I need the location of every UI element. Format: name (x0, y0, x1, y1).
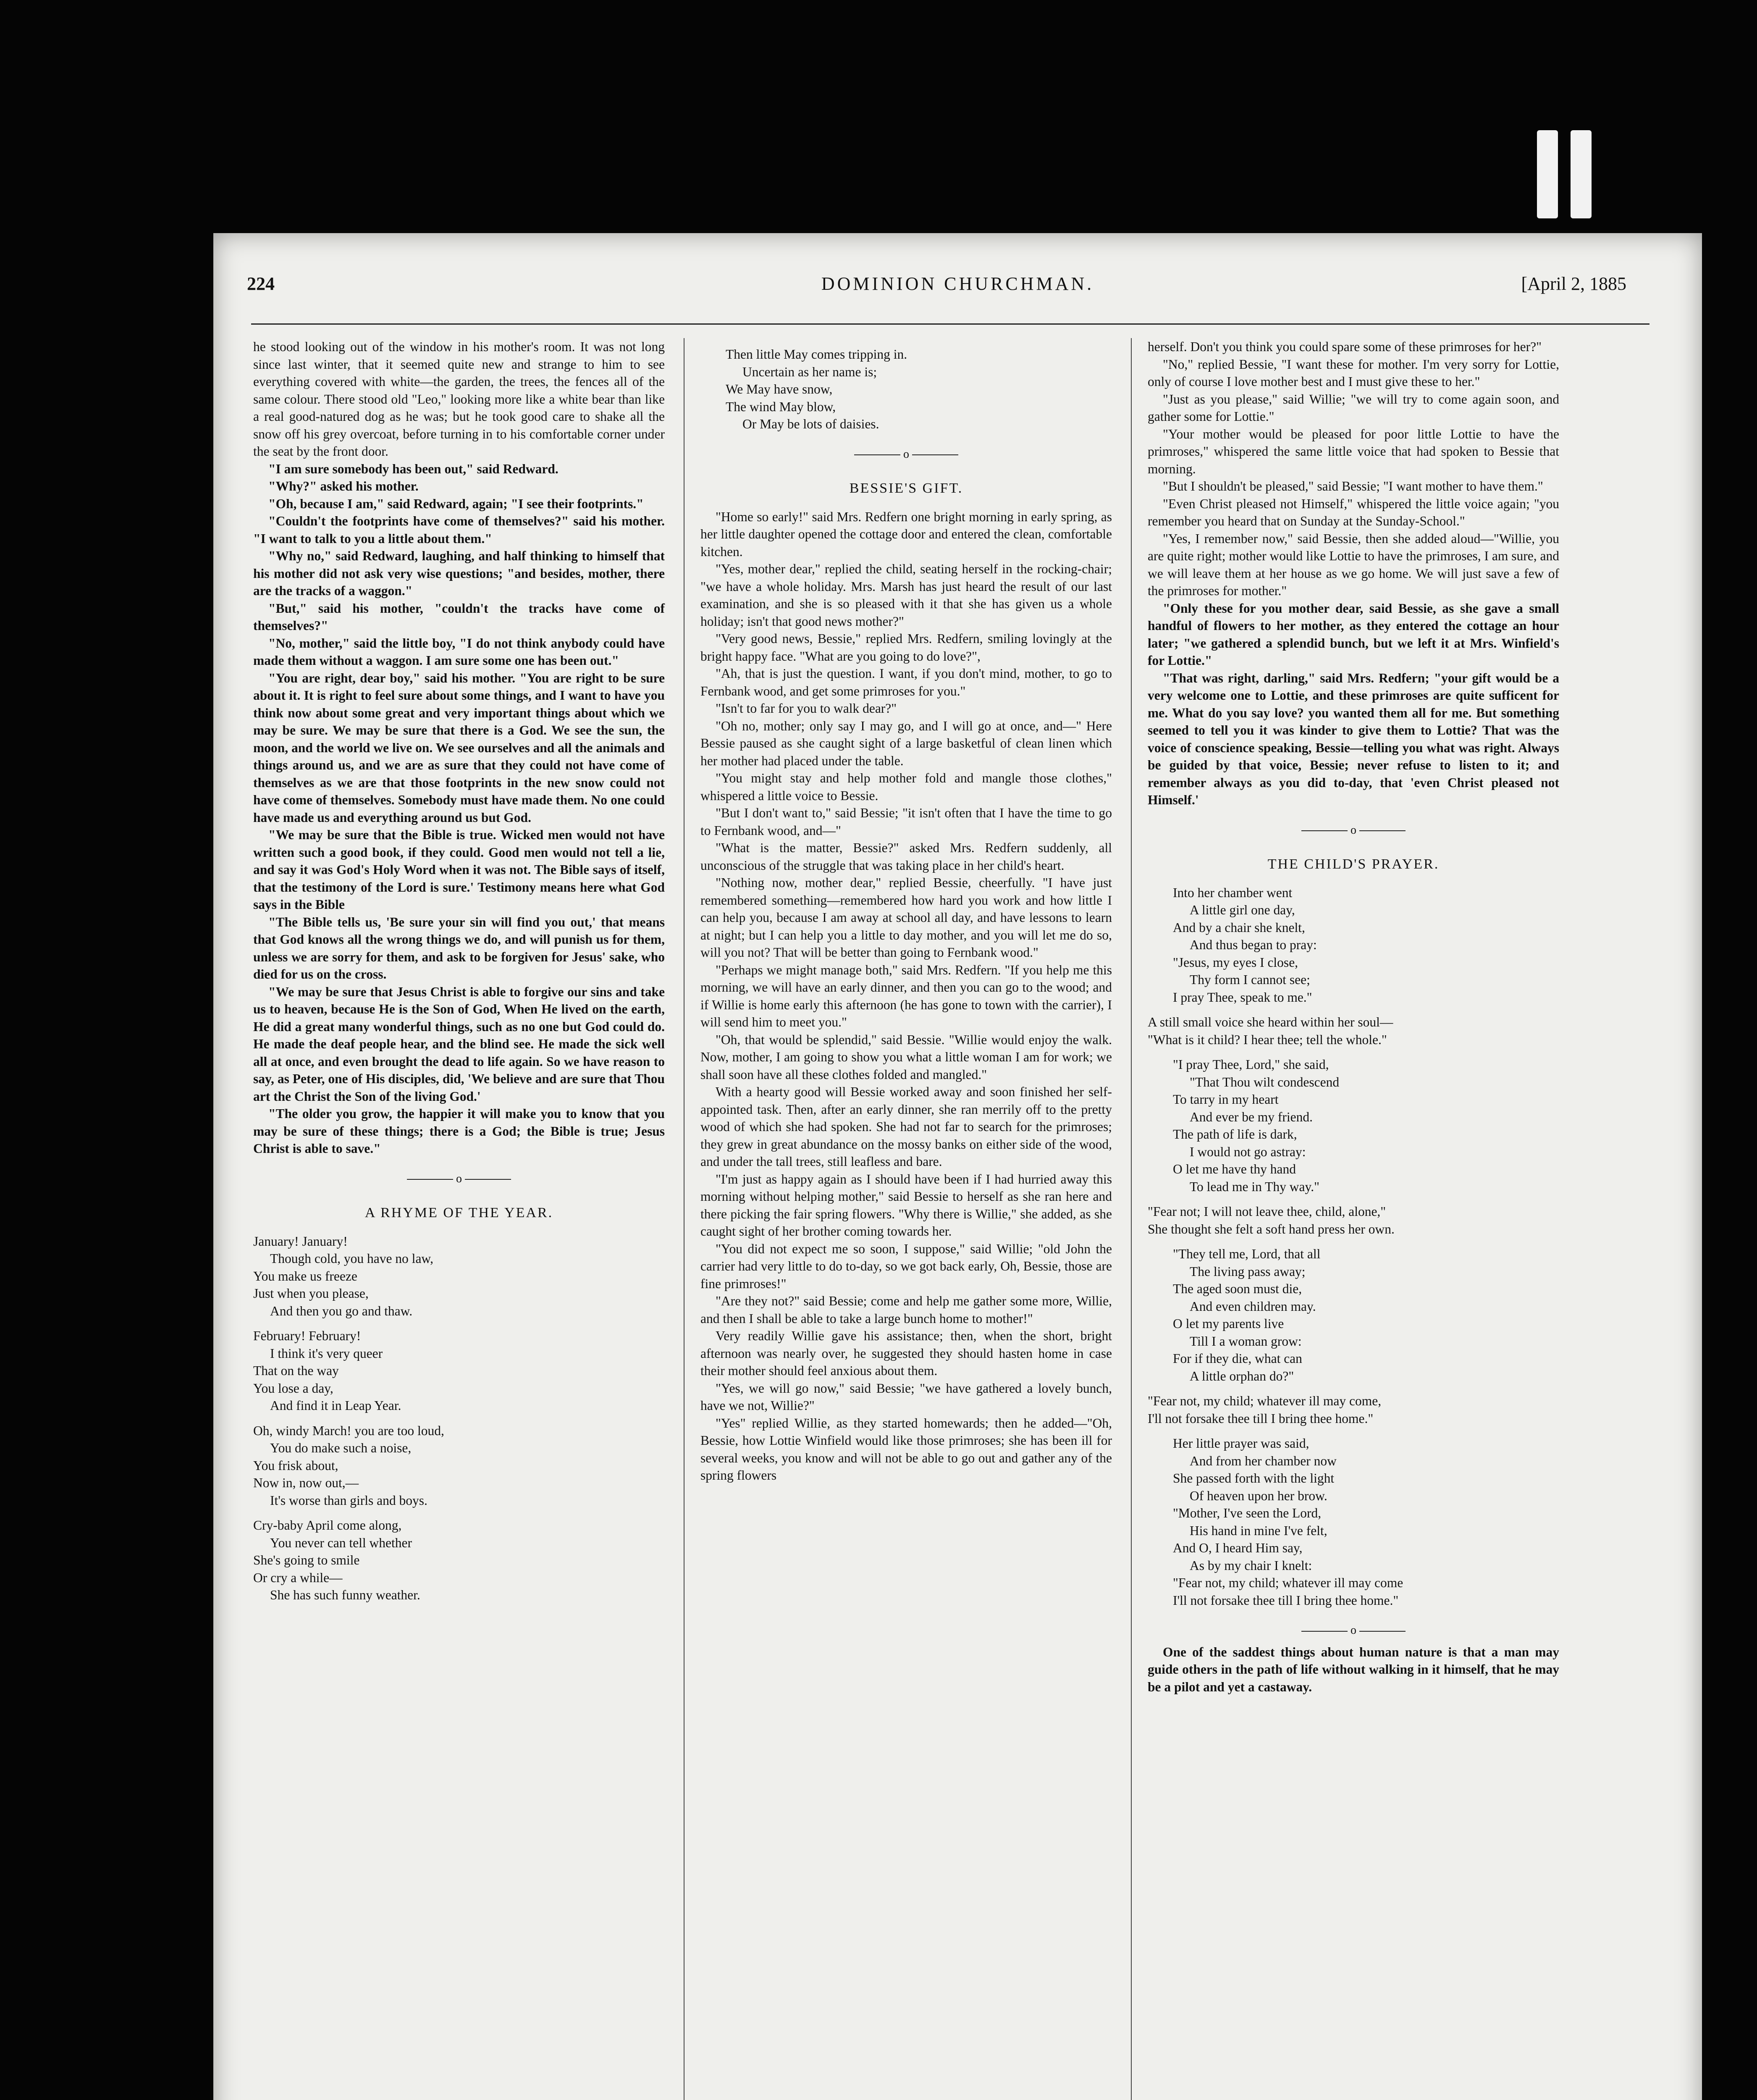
verse-line: Now in, now out,— (253, 1475, 359, 1490)
paragraph: "The Bible tells us, 'Be sure your sin will find you out,' that means that God knows all the wrong things we do, and will punish us for them, unless we are sorry for them, and ask to be forgiven for Jesus' sake, who died for us on the cross. (253, 914, 665, 982)
paragraph: "We may be sure that Jesus Christ is able to forgive our sins and take us to heaven, because He is the Son of God, When He lived on the earth, He did a great many wonderful things, such as no one but God could do. He made the deaf people hear, and the blind see. He made the sick well all at once, and even brought the dead to life again. So we have reason to say, as Peter, one of His disciples, did, 'We believe and are sure that Thou art the Christ the Son of the living God.' (253, 984, 665, 1104)
rhyme-stanza (253, 1327, 665, 1415)
verse-line: Then little May comes tripping in. (726, 347, 907, 362)
paragraph: "But I shouldn't be pleased," said Bessie; "I want mother to have them." (1163, 479, 1543, 494)
paragraph: "Perhaps we might manage both," said Mrs. Redfern. "If you help me this morning, we will have an early dinner, and then you can go to the wood; and if Willie is home early this afternoon (he has gone to town with the carrier), I will send him to meet you." (700, 962, 1112, 1029)
verse-line: "Fear not; I will not leave thee, child, alone," (1148, 1204, 1386, 1219)
prayer-stanza (1148, 1245, 1559, 1385)
verse-line: His hand in mine I've felt, (1190, 1523, 1327, 1538)
verse-line: The aged soon must die, (1173, 1281, 1302, 1296)
verse-line: And find it in Leap Year. (270, 1398, 401, 1413)
column-2 (700, 338, 1112, 1484)
verse-line: I would not go astray: (1190, 1144, 1306, 1159)
verse-line: O let my parents live (1173, 1316, 1284, 1331)
verse-line: Uncertain as her name is; (742, 364, 877, 379)
prayer-stanza (1148, 884, 1559, 1006)
verse-line: Oh, windy March! you are too loud, (253, 1423, 444, 1438)
verse-line: She thought she felt a soft hand press her own. (1148, 1221, 1395, 1236)
closing-paragraph: One of the saddest things about human nature is that a man may guide others in the path of life without walking in it himself, that he may be a pilot and yet a castaway. (1148, 1644, 1559, 1694)
paragraph: "That was right, darling," said Mrs. Redfern; "your gift would be a very welcome one to Lottie, and these primroses are quite sufficent for me. What do you say love? you wanted them all for me. But something seemed to tell you it was kinder to give them to Lottie? That was the voice of conscience speaking, Bessie—telling you what was right. Always be guided by that voice, Bessie; never refuse to listen to it; and remember always as you did to-day, that 'even Christ pleased not Himself.' (1148, 670, 1559, 807)
separator: o (1148, 1622, 1559, 1639)
verse-line: "They tell me, Lord, that all (1173, 1247, 1321, 1261)
header-rule (251, 323, 1649, 325)
prayer-stanza (1148, 1056, 1559, 1195)
verse-line: February! February! (253, 1328, 361, 1343)
paragraph: "Ah, that is just the question. I want, if you don't mind, mother, to go to Fernbank wood, and get some primroses for you." (700, 666, 1112, 698)
paragraph: "But," said his mother, "couldn't the tracks have come of themselves?" (253, 601, 665, 633)
paragraph: "The older you grow, the happier it will make you to know that you may be sure of these things; there is a God; the Bible is true; Jesus Christ is able to save." (253, 1106, 665, 1156)
paragraph: "Nothing now, mother dear," replied Bessie, cheerfully. "I have just remembered something—remembered how hard you work and how little I can help you, because I am away at school all day, and have lessons to learn at night; but I can help you a little to day mother, and you will let me do so, will you not? That will be better than going to Fernbank wood." (700, 875, 1112, 960)
prayer-title: THE CHILD'S PRAYER. (1267, 856, 1440, 872)
verse-line: I pray Thee, speak to me." (1173, 990, 1312, 1005)
prayer-stanza (1148, 1435, 1559, 1609)
verse-line: "Jesus, my eyes I close, (1173, 955, 1298, 970)
issue-date: [April 2, 1885 (1521, 273, 1626, 294)
paragraph: "I am sure somebody has been out," said Redward. (268, 461, 559, 476)
verse-line: And O, I heard Him say, (1173, 1541, 1303, 1555)
prayer-couplet (1148, 1013, 1559, 1048)
verse-line: "Fear not, my child; whatever ill may come (1173, 1575, 1403, 1590)
verse-line: A still small voice she heard within her soul— (1148, 1015, 1393, 1029)
verse-line: A little orphan do?" (1190, 1368, 1294, 1383)
separator: o (700, 446, 1112, 463)
column-3 (1148, 338, 1559, 1696)
paragraph: "Yes, I remember now," said Bessie, then she added aloud—"Willie, you are quite right; mother would like Lottie to have the primroses, I am sure, and we will leave them at her house as we go home. We will just save a few of the primroses for mother." (1148, 531, 1559, 598)
verse-line: It's worse than girls and boys. (270, 1493, 427, 1508)
paragraph: "Why no," said Redward, laughing, and half thinking to himself that his mother did not ask very wise questions; "and besides, mother, there are the tracks of a waggon." (253, 549, 665, 598)
rhyme-title: A RHYME OF THE YEAR. (365, 1205, 553, 1221)
verse-line: The living pass away; (1190, 1264, 1306, 1279)
rhyme-stanza (253, 1422, 665, 1509)
verse-line: We May have snow, (726, 382, 833, 396)
film-frame-mark-top-left (1537, 130, 1558, 218)
paragraph: "Very good news, Bessie," replied Mrs. Redfern, smiling lovingly at the bright happy face. "What are you going to do love?", (700, 631, 1112, 664)
verse-line: You make us freeze (253, 1268, 357, 1284)
verse-line: Of heaven upon her brow. (1190, 1488, 1327, 1503)
paragraph: "Why?" asked his mother. (268, 479, 419, 494)
verse-line: Cry-baby April come along, (253, 1518, 402, 1533)
verse-line: And then you go and thaw. (270, 1303, 413, 1318)
paragraph: "But I don't want to," said Bessie; "it isn't often that I have the time to go to Fernbank wood, and—" (700, 806, 1112, 838)
paragraph: "We may be sure that the Bible is true. Wicked men would not have written such a good book, if they could. Good men would not tell a lie, and say it was God's Holy Word when it was not. The Bible says of itself, that the testimony of the Lord is sure.' Testimony means here what God says in the Bible (253, 827, 665, 912)
verse-line: O let me have thy hand (1173, 1162, 1296, 1176)
paragraph: "Only these for you mother dear, said Bessie, as she gave a small handful of flowers to her mother, as they entered the cottage an hour later; "we gathered a splendid bunch, but we left it at Mrs. Winfield's for Lottie." (1148, 601, 1559, 668)
paragraph: "No," replied Bessie, "I want these for mother. I'm very sorry for Lottie, only of course I love mother best and I must give these to her." (1148, 357, 1559, 389)
paragraph: "Oh, because I am," said Redward, again; "I see their footprints." (268, 496, 644, 511)
verse-line: You frisk about, (253, 1458, 338, 1473)
paragraph: "You did not expect me so soon, I suppose," said Willie; "old John the carrier had very little to do to-day, so we got back early, Oh, Bessie, those are fine primroses!" (700, 1241, 1112, 1291)
paragraph: "Home so early!" said Mrs. Redfern one bright morning in early spring, as her little daughter opened the cottage door and entered the clean, comfortable kitchen. (700, 509, 1112, 559)
verse-line: And even children may. (1190, 1299, 1316, 1314)
column-1 (253, 338, 665, 1612)
verse-line: "Fear not, my child; whatever ill may come, (1148, 1394, 1382, 1408)
verse-line: The wind May blow, (726, 399, 836, 414)
col1-paragraphs (253, 338, 665, 1158)
verse-line: You never can tell whether (270, 1535, 412, 1550)
verse-line: Till I a woman grow: (1190, 1334, 1302, 1349)
verse-line: Or May be lots of daisies. (742, 417, 879, 431)
verse-line: Her little prayer was said, (1173, 1436, 1309, 1451)
paragraph: "Yes, mother dear," replied the child, seating herself in the rocking-chair; "we have a whole holiday. Mrs. Marsh has just heard the result of our last examination, and she is so pleased with it that she has given us a whole holiday; isn't that good news mother?" (700, 562, 1112, 629)
paragraph: "No, mother," said the little boy, "I do not think anybody could have made them without a waggon. I am sure some one has been out." (253, 635, 665, 668)
separator: o (1148, 822, 1559, 839)
verse-line: Though cold, you have no law, (270, 1251, 433, 1266)
rhyme-stanza (253, 1233, 665, 1320)
paragraph: "You might stay and help mother fold and mangle those clothes," whispered a little voice to Bessie. (700, 771, 1112, 803)
story-title: BESSIE'S GIFT. (849, 480, 963, 496)
verse-line: I think it's very queer (270, 1346, 383, 1361)
verse-line: And from her chamber now (1190, 1453, 1337, 1468)
verse-line: To lead me in Thy way." (1190, 1179, 1319, 1194)
newspaper-page (213, 233, 1702, 2100)
paragraph: herself. Don't you think you could spare some of these primroses for her?" (1148, 339, 1542, 354)
verse-line: You lose a day, (253, 1381, 333, 1396)
verse-line: I'll not forsake thee till I bring thee home." (1148, 1411, 1374, 1426)
film-frame-mark-top-right (1571, 130, 1592, 218)
journal-title: DOMINION CHURCHMAN. (821, 273, 1094, 294)
verse-line: She's going to smile (253, 1553, 360, 1567)
verse-line: January! January! (253, 1234, 348, 1249)
verse-line: And ever be my friend. (1190, 1109, 1313, 1124)
paragraph: "You are right, dear boy," said his mother. "You are right to be sure about it. It is right to feel sure about some things, and I want to have you think now about some great and very important things about which we may be sure. We may be sure that there is a God. We see the sun, the moon, and the world we live on. We see ourselves and all the animals and things around us, and we are as sure that they could not have come of themselves as we are that those footprints in the new snow could not have come of themselves. Somebody must have made them. No one could have made us and everything around us but God. (253, 670, 665, 825)
prayer-couplet (1148, 1203, 1559, 1238)
masthead (213, 273, 1702, 302)
paragraph: "Isn't to far for you to walk dear?" (716, 701, 897, 716)
verse-line: I'll not forsake thee till I bring thee home." (1173, 1593, 1399, 1608)
paragraph: "Just as you please," said Willie; "we will try to come again soon, and gather some for Lottie." (1148, 391, 1559, 424)
verse-line: To tarry in my heart (1173, 1092, 1279, 1107)
verse-line: Thy form I cannot see; (1190, 972, 1310, 987)
rhyme-stanza (253, 1517, 665, 1604)
paragraph: he stood looking out of the window in his mother's room. It was not long since last winter, that it seemed quite new and strange to him to see everything covered with white—the garden, the trees, the fences all of the same colour. There stood old "Leo," looking more like a white bear than like a real good-natured dog as he was; but he took good care to shake all the snow off his grey overcoat, before turning in to his comfortable corner under the seat by the front door. (253, 339, 665, 459)
paragraph: "Even Christ pleased not Himself," whispered the little voice again; "you remember you heard that on Sunday at the Sunday-School." (1148, 496, 1559, 528)
paragraph: "What is the matter, Bessie?" asked Mrs. Redfern suddenly, all unconscious of the struggle that was taking place in her child's heart. (700, 840, 1112, 873)
verse-line: A little girl one day, (1190, 903, 1295, 917)
verse-line: For if they die, what can (1173, 1351, 1302, 1366)
verse-line: And by a chair she knelt, (1173, 920, 1305, 935)
verse-line: You do make such a noise, (270, 1441, 412, 1455)
verse-line: "I pray Thee, Lord," she said, (1173, 1057, 1329, 1072)
verse-line: Into her chamber went (1173, 885, 1293, 900)
paragraph: Very readily Willie gave his assistance; then, when the short, bright afternoon was nearly over, he suggested they should hasten home in case their mother should feel anxious about them. (700, 1328, 1112, 1378)
verse-line: "That Thou wilt condescend (1190, 1074, 1340, 1089)
paragraph: "Yes" replied Willie, as they started homewards; then he added—"Oh, Bessie, how Lottie Winfield would like those primroses; she has been ill for several weeks, you know and will not be able to go out and gather any of the spring flowers (700, 1415, 1112, 1483)
paragraph: "I'm just as happy again as I should have been if I had hurried away this morning without helping mother," said Bessie to herself as she ran here and there picking the fair spring flowers. "Why there is Willie," she added, as she caught sight of her brother coming towards her. (700, 1171, 1112, 1239)
paragraph: "Are they not?" said Bessie; come and help me gather some more, Willie, and then I shall be able to take a large bunch home to mother!" (700, 1294, 1112, 1326)
verse-line: Just when you please, (253, 1286, 369, 1301)
paragraph: "Your mother would be pleased for poor little Lottie to have the primroses," whispered the same little voice that had spoken to Bessie that morning. (1148, 426, 1559, 476)
page-number: 224 (247, 273, 275, 294)
verse-line: She passed forth with the light (1173, 1471, 1335, 1486)
may-verse (700, 346, 1112, 433)
paragraph: "Couldn't the footprints have come of themselves?" said his mother. "I want to talk to you a little about them." (253, 514, 665, 546)
verse-line: That on the way (253, 1363, 339, 1378)
verse-line: "What is it child? I hear thee; tell the whole." (1148, 1032, 1387, 1047)
verse-line: As by my chair I knelt: (1190, 1558, 1312, 1573)
verse-line: The path of life is dark, (1173, 1127, 1297, 1142)
verse-line: "Mother, I've seen the Lord, (1173, 1506, 1322, 1520)
separator: o (253, 1170, 665, 1188)
paragraph: "Oh no, mother; only say I may go, and I will go at once, and—" Here Bessie paused as she caught sight of a large basketful of clean linen which her mother had placed under the table. (700, 718, 1112, 768)
paragraph: With a hearty good will Bessie worked away and soon finished her self-appointed task. Then, after an early dinner, she ran merrily off to the pretty wood of which she had spoken. She had not far to search for the primroses; they grew in great abundance on the mossy banks on either side of the wood, and under the tall trees, still leafless and bare. (700, 1084, 1112, 1169)
prayer-couplet (1148, 1392, 1559, 1427)
paragraph: "Yes, we will go now," said Bessie; "we have gathered a lovely bunch, have we not, Willie?" (700, 1381, 1112, 1413)
verse-line: She has such funny weather. (270, 1588, 420, 1602)
verse-line: And thus began to pray: (1190, 937, 1317, 952)
paragraph: "Oh, that would be splendid," said Bessie. "Willie would enjoy the walk. Now, mother, I am going to show you what a little woman I am for work; we shall soon have all these clothes folded and mangled." (700, 1032, 1112, 1082)
column-divider-2 (1131, 338, 1132, 2100)
verse-line: Or cry a while— (253, 1570, 343, 1585)
